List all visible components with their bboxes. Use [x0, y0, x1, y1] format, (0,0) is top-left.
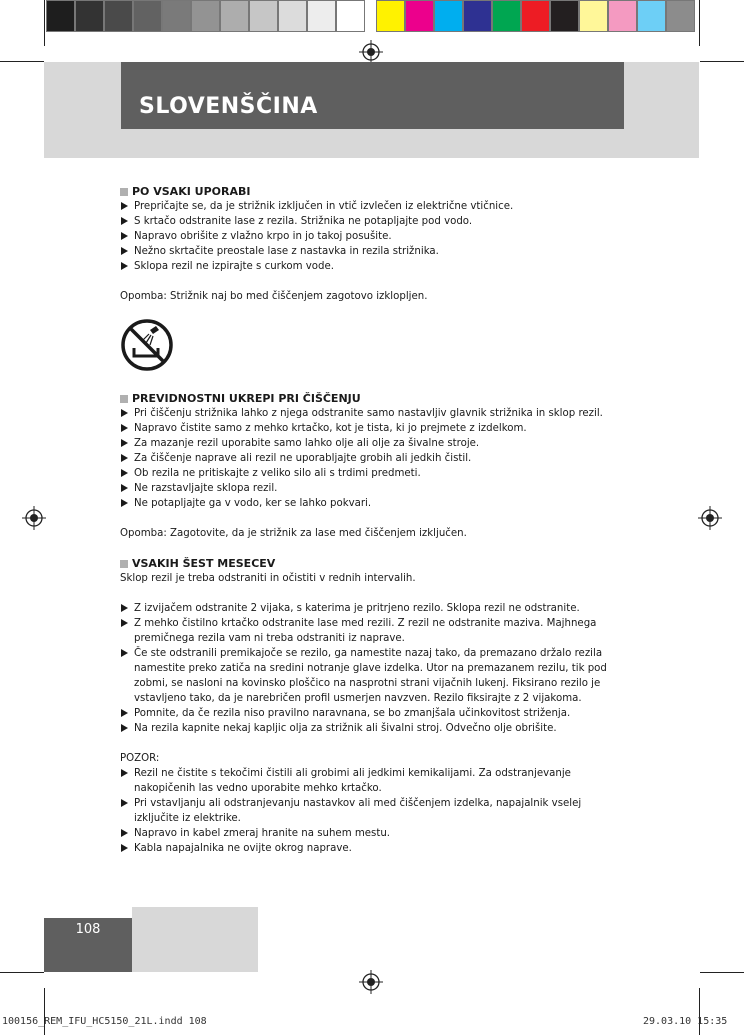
list-item: Če ste odstranili premikajoče se rezilo, ga namestite nazaj tako, da premazano držalo rezila namestite preko zatiča na sredini notranje glave izdelka. Utor na premazanem rezilu, tik pod zobmi, se nasloni na kovinsko ploščico na nasprotni strani vijačnih lukenj. Fiksirano rezilo je vstavljeno tako, da je narebričen profil usmerjen navzven. Rezilo fiksirajte z 2 vijakoma. — [120, 646, 620, 706]
list-item: Z izvijačem odstranite 2 vijaka, s katerima je pritrjeno rezilo. Sklopa rezil ne odstranite. — [120, 601, 620, 616]
process-swatch — [376, 0, 405, 32]
bullet-list — [120, 406, 620, 511]
gray-swatch — [75, 0, 104, 32]
list-item: Za mazanje rezil uporabite samo lahko olje ali olje za šivalne stroje. — [120, 436, 620, 451]
note: Opomba: Zagotovite, da je strižnik za lase med čiščenjem izključen. — [120, 528, 467, 539]
crop-mark — [44, 988, 45, 1035]
bullet-list — [120, 601, 620, 736]
list-item: Pri čiščenju strižnika lahko z njega odstranite samo nastavljiv glavnik strižnika in sklop rezil. — [120, 406, 620, 421]
list-item: Z mehko čistilno krtačko odstranite lase med rezili. Z rezil ne odstranite maziva. Majhnega premičnega rezila vam ni treba odstraniti iz naprave. — [120, 616, 620, 646]
print-slug-date: 29.03.10 15:35 — [643, 1016, 728, 1027]
section-square-icon — [120, 188, 128, 196]
main-content — [120, 184, 620, 856]
process-swatch — [405, 0, 434, 32]
crop-mark — [0, 972, 44, 973]
section-intro: Sklop rezil je treba odstraniti in očistiti v rednih intervalih. — [120, 573, 416, 584]
process-swatch — [579, 0, 608, 32]
gray-swatch — [104, 0, 133, 32]
process-swatch — [608, 0, 637, 32]
page-number: 108 — [75, 922, 101, 937]
list-item: Nežno skrtačite preostale lase z nastavka in rezila strižnika. — [120, 244, 620, 259]
list-item: Ne potapljajte ga v vodo, ker se lahko pokvari. — [120, 496, 620, 511]
registration-mark-icon — [359, 40, 383, 64]
list-item: Za čiščenje naprave ali rezil ne uporabljajte grobih ali jedkih čistil. — [120, 451, 620, 466]
gray-swatch — [278, 0, 307, 32]
process-swatch — [492, 0, 521, 32]
list-item: Napravo obrišite z vlažno krpo in jo takoj posušite. — [120, 229, 620, 244]
bullet-list — [120, 199, 620, 274]
registration-mark-icon — [698, 506, 722, 530]
crop-mark — [699, 988, 700, 1035]
list-item: Ob rezila ne pritiskajte z veliko silo ali s trdimi predmeti. — [120, 466, 620, 481]
process-swatch — [521, 0, 550, 32]
section-square-icon — [120, 395, 128, 403]
gray-swatch — [46, 0, 75, 32]
list-item: Napravo in kabel zmeraj hranite na suhem mestu. — [120, 826, 620, 841]
print-slug-file: 100156_REM_IFU_HC5150_21L.indd 108 — [2, 1016, 207, 1027]
crop-mark — [700, 972, 744, 973]
registration-mark-icon — [359, 970, 383, 994]
list-item: S krtačo odstranite lase z rezila. Strižnika ne potapljajte pod vodo. — [120, 214, 620, 229]
gray-swatch — [133, 0, 162, 32]
process-swatch — [666, 0, 695, 32]
gray-swatch — [220, 0, 249, 32]
list-item: Pomnite, da če rezila niso pravilno naravnana, se bo zmanjšala učinkovitost striženja. — [120, 706, 620, 721]
section-heading: PO VSAKI UPORABI — [120, 184, 620, 199]
list-item: Na rezila kapnite nekaj kapljic olja za strižnik ali šivalni stroj. Odvečno olje obrišite. — [120, 721, 620, 736]
crop-mark — [700, 61, 744, 62]
list-item: Napravo čistite samo z mehko krtačko, kot je tista, ki jo prejmete z izdelkom. — [120, 421, 620, 436]
crop-mark — [0, 61, 44, 62]
list-item: Sklopa rezil ne izpirajte s curkom vode. — [120, 259, 620, 274]
list-item: Kabla napajalnika ne ovijte okrog naprave. — [120, 841, 620, 856]
section-heading: VSAKIH ŠEST MESECEV — [120, 556, 620, 571]
process-swatch — [637, 0, 666, 32]
list-item: Pri vstavljanju ali odstranjevanju nastavkov ali med čiščenjem izdelka, napajalnik vselej izključite iz elektrike. — [120, 796, 620, 826]
process-swatch — [463, 0, 492, 32]
note: Opomba: Strižnik naj bo med čiščenjem zagotovo izklopljen. — [120, 291, 428, 302]
caution-heading: POZOR: — [120, 753, 160, 764]
registration-mark-icon — [22, 506, 46, 530]
gray-swatch — [307, 0, 336, 32]
section-square-icon — [120, 560, 128, 568]
gray-swatch — [336, 0, 365, 32]
no-rinse-icon — [120, 318, 174, 372]
bullet-list — [120, 766, 620, 856]
crop-mark — [699, 0, 700, 46]
crop-mark — [44, 0, 45, 46]
page-title: SLOVENŠČINA — [139, 94, 318, 119]
gray-swatch — [162, 0, 191, 32]
list-item: Prepričajte se, da je strižnik izključen in vtič izvlečen iz električne vtičnice. — [120, 199, 620, 214]
process-swatch — [434, 0, 463, 32]
gray-swatch — [249, 0, 278, 32]
footer-band — [132, 907, 258, 972]
list-item: Rezil ne čistite s tekočimi čistili ali grobimi ali jedkimi kemikalijami. Za odstranjevanje nakopičenih las vedno uporabite mehko krtačko. — [120, 766, 620, 796]
process-swatch — [550, 0, 579, 32]
gray-swatch — [191, 0, 220, 32]
list-item: Ne razstavljajte sklopa rezil. — [120, 481, 620, 496]
section-heading: PREVIDNOSTNI UKREPI PRI ČIŠČENJU — [120, 391, 620, 406]
